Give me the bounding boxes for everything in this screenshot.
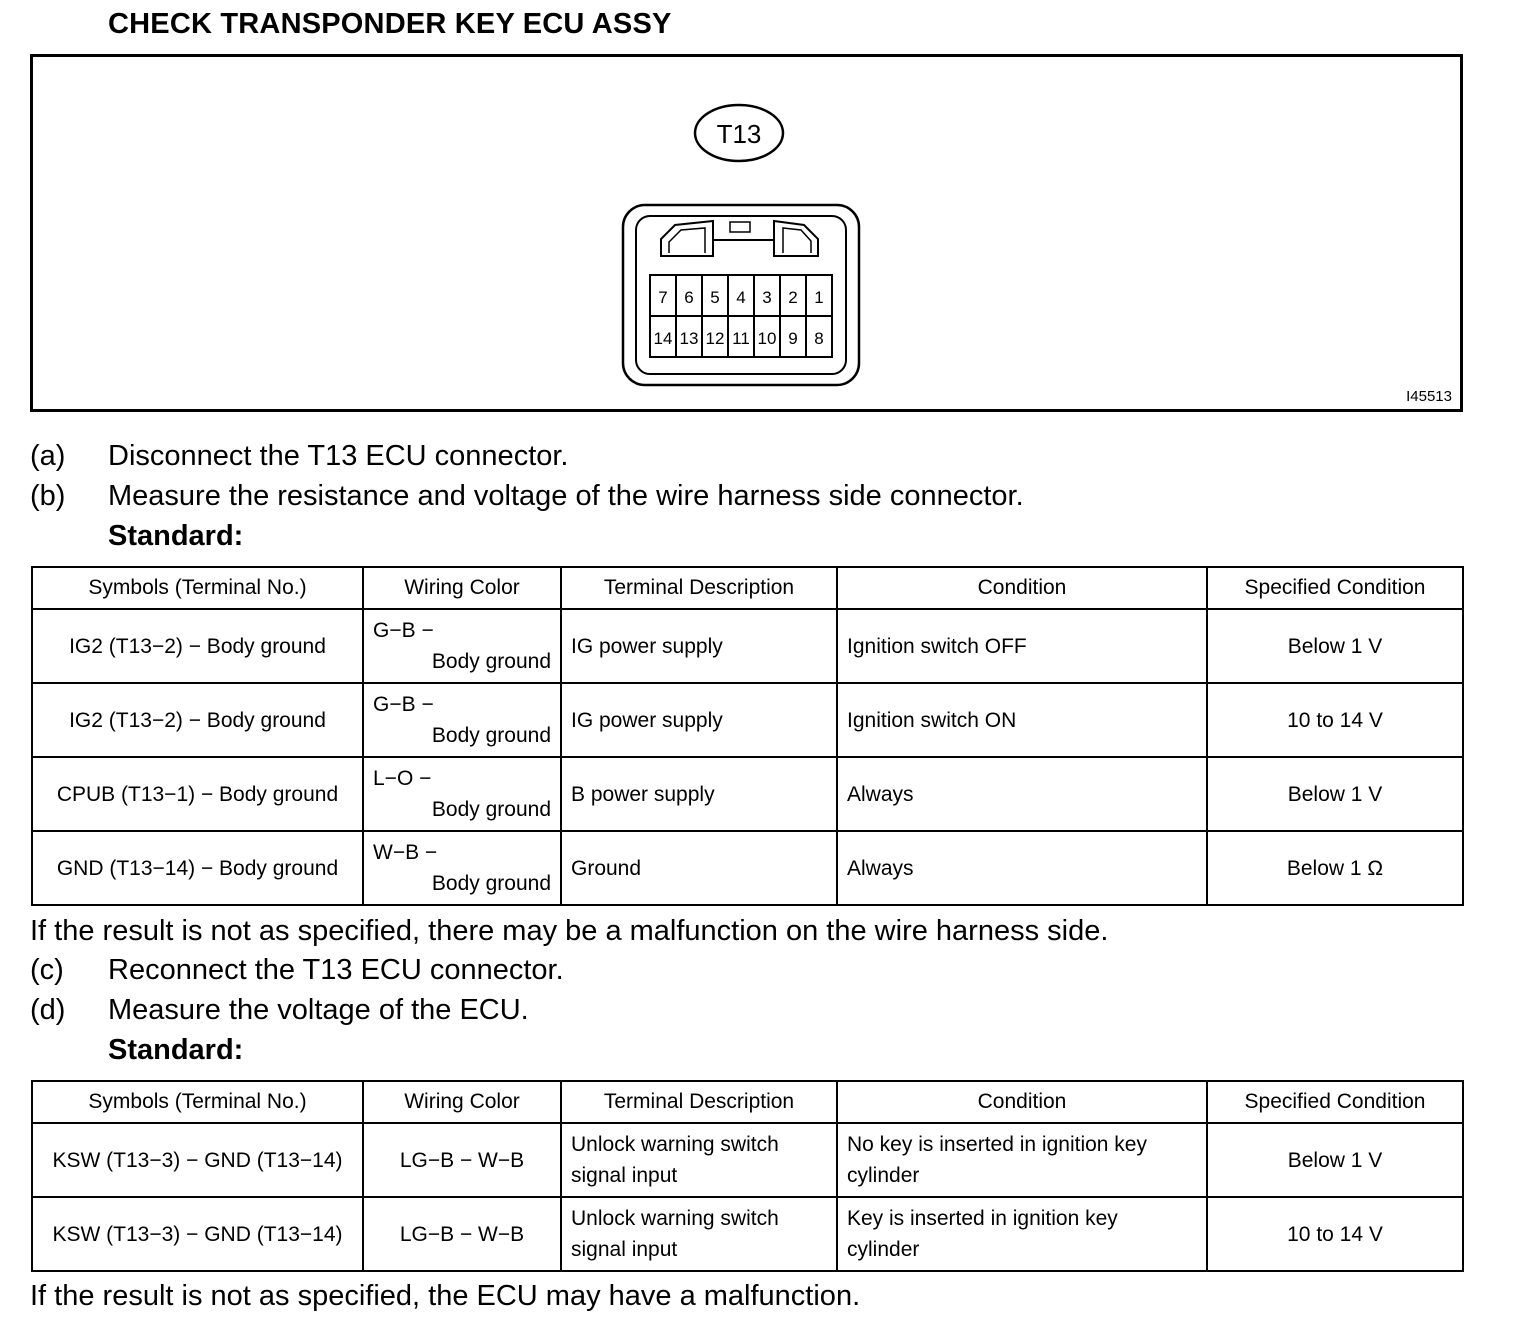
wiring-color-cell (363, 683, 561, 757)
step-text: Measure the resistance and voltage of the wire harness side connector. (108, 480, 1024, 512)
connector-label: T13 (716, 119, 762, 149)
page-title: CHECK TRANSPONDER KEY ECU ASSY (108, 8, 672, 40)
spec-cell: 10 to 14 V (1207, 683, 1463, 757)
description-line: signal input (571, 1238, 678, 1261)
condition-line: cylinder (847, 1164, 920, 1187)
condition-cell: Always (837, 831, 1207, 905)
pin-label: 14 (653, 329, 673, 348)
column-header: Wiring Color (363, 567, 561, 609)
column-header: Specified Condition (1207, 1081, 1463, 1123)
pin-label: 9 (788, 329, 798, 348)
wiring-color-cell (363, 831, 561, 905)
wire-color: W−B − (373, 841, 438, 864)
wiring-color-cell: LG−B − W−B (363, 1123, 561, 1197)
connector-figure (30, 54, 1463, 412)
pin-label: 13 (679, 329, 699, 348)
wire-color: L−O − (373, 767, 432, 790)
table-row (32, 1123, 1463, 1197)
spec-cell: Below 1 V (1207, 757, 1463, 831)
description-cell (561, 1197, 837, 1271)
column-header: Symbols (Terminal No.) (32, 567, 363, 609)
connector-center-lock (713, 221, 774, 240)
condition-line: No key is inserted in ignition key (847, 1133, 1147, 1156)
standard-label: Standard: (108, 520, 244, 552)
symbol-cell: IG2 (T13−2) − Body ground (32, 609, 363, 683)
condition-cell: Ignition switch ON (837, 683, 1207, 757)
column-header: Wiring Color (363, 1081, 561, 1123)
table-row (32, 1197, 1463, 1271)
spec-cell: Below 1 Ω (1207, 831, 1463, 905)
description-cell (561, 1123, 837, 1197)
pin-label: 7 (658, 288, 668, 307)
standard-label: Standard: (108, 1034, 244, 1066)
step-label: (d) (30, 994, 66, 1026)
wiring-color-cell: LG−B − W−B (363, 1197, 561, 1271)
condition-cell (837, 1197, 1207, 1271)
condition-cell: Always (837, 757, 1207, 831)
pin-label: 12 (705, 329, 725, 348)
wiring-color-cell (363, 757, 561, 831)
table-header-row (32, 1081, 1463, 1123)
table-row (32, 831, 1463, 905)
wire-color: G−B − (373, 619, 434, 642)
symbol-cell: GND (T13−14) − Body ground (32, 831, 363, 905)
symbol-cell: KSW (T13−3) − GND (T13−14) (32, 1197, 363, 1271)
wire-ground: Body ground (431, 872, 551, 895)
step-label: (a) (30, 440, 66, 472)
description-cell: IG power supply (561, 609, 837, 683)
condition-cell: Ignition switch OFF (837, 609, 1207, 683)
symbol-cell: CPUB (T13−1) − Body ground (32, 757, 363, 831)
spec-cell: Below 1 V (1207, 609, 1463, 683)
harness-spec-table (31, 566, 1464, 906)
description-cell: IG power supply (561, 683, 837, 757)
column-header: Specified Condition (1207, 567, 1463, 609)
table-row (32, 757, 1463, 831)
connector-diagram (33, 57, 1460, 409)
step-text: Disconnect the T13 ECU connector. (108, 440, 569, 472)
condition-line: cylinder (847, 1238, 920, 1261)
column-header: Terminal Description (561, 567, 837, 609)
wire-ground: Body ground (431, 724, 551, 747)
step-label: (b) (30, 480, 66, 512)
pin-label: 1 (814, 288, 824, 307)
step-text: Reconnect the T13 ECU connector. (108, 954, 564, 986)
wire-ground: Body ground (431, 650, 551, 673)
harness-result-note: If the result is not as specified, there may be a malfunction on the wire harness side. (30, 915, 1109, 947)
step-label: (c) (30, 954, 64, 986)
pin-label: 8 (814, 329, 824, 348)
wire-ground: Body ground (431, 798, 551, 821)
spec-cell: 10 to 14 V (1207, 1197, 1463, 1271)
description-line: Unlock warning switch (571, 1133, 779, 1156)
column-header: Condition (837, 567, 1207, 609)
description-cell: B power supply (561, 757, 837, 831)
step-text: Measure the voltage of the ECU. (108, 994, 529, 1026)
connector-latch (730, 222, 750, 232)
pin-label: 4 (736, 288, 746, 307)
symbol-cell: IG2 (T13−2) − Body ground (32, 683, 363, 757)
column-header: Condition (837, 1081, 1207, 1123)
wire-color: G−B − (373, 693, 434, 716)
description-line: Unlock warning switch (571, 1207, 779, 1230)
description-line: signal input (571, 1164, 678, 1187)
pin-label: 3 (762, 288, 772, 307)
spec-cell: Below 1 V (1207, 1123, 1463, 1197)
table-row (32, 609, 1463, 683)
pin-label: 10 (757, 329, 777, 348)
ecu-spec-table (31, 1080, 1464, 1272)
description-cell: Ground (561, 831, 837, 905)
condition-cell (837, 1123, 1207, 1197)
figure-id: I45513 (1406, 388, 1452, 405)
ecu-result-note: If the result is not as specified, the ECU may have a malfunction. (30, 1280, 861, 1312)
pin-label: 5 (710, 288, 720, 307)
table-row (32, 683, 1463, 757)
wiring-color-cell (363, 609, 561, 683)
column-header: Symbols (Terminal No.) (32, 1081, 363, 1123)
condition-line: Key is inserted in ignition key (847, 1207, 1118, 1230)
pin-label: 11 (732, 329, 750, 348)
column-header: Terminal Description (561, 1081, 837, 1123)
symbol-cell: KSW (T13−3) − GND (T13−14) (32, 1123, 363, 1197)
pin-label: 6 (684, 288, 694, 307)
table-header-row (32, 567, 1463, 609)
pin-label: 2 (788, 288, 798, 307)
